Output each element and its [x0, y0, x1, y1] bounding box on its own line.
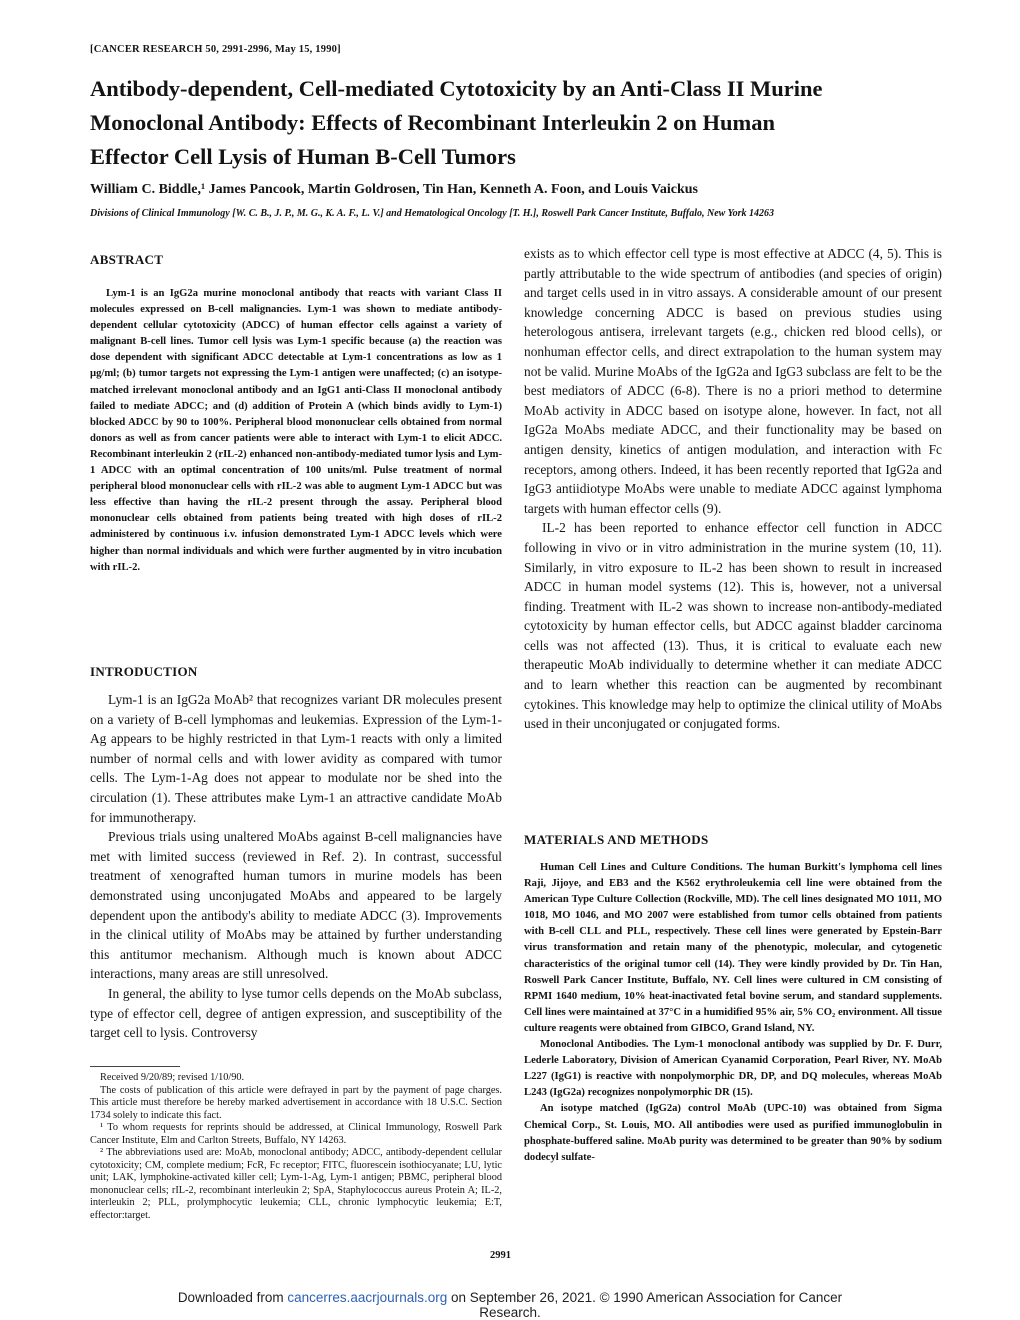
abstract-text: Lym-1 is an IgG2a murine monoclonal antibody that reacts with variant Class II molecules expressed on B-cell malignancies. Lym-1 was shown to mediate antibody-dependent cellular cytotoxicity (ADCC) of human effector cells against a variety of malignant B-cell lines. Tumor cell lysis was Lym-1 specific because (a) the reaction was dose dependent with significant ADCC detectable at Lym-1 concentrations as low as 1 µg/ml; (b) tumor targets not expressing the Lym-1 antigen were unaffected; (c) an isotype-matched irrelevant monoclonal antibody and an IgG1 anti-Class II monoclonal antibody failed to mediate ADCC; and (d) addition of Protein A (which binds avidly to Lym-1) blocked ADCC by 90 to 100%. Peripheral blood mononuclear cells obtained from normal donors as well as from cancer patients were able to interact with Lym-1 to elicit ADCC. Recombinant interleukin 2 (rIL-2) enhanced non-antibody-mediated tumor lysis and Lym-1 ADCC with an optimal concentration of 100 units/ml. Pulse treatment of normal peripheral blood mononuclear cells with rIL-2 was able to augment Lym-1 ADCC but was less effective than having the rIL-2 present through the assay. Peripheral blood mononuclear cells obtained from patients being treated with high doses of rIL-2 administered by continuous i.v. infusion demonstrated Lym-1 ADCC levels which were higher than normal individuals and which were further augmented by in vitro incubation with rIL-2.: [90, 288, 502, 573]
affiliation: Divisions of Clinical Immunology [W. C. B., J. P., M. G., K. A. F., L. V.] and Hematological Oncology [T. H.], Roswell Park Cancer Institute, Buffalo, New York 14263: [90, 208, 775, 219]
paragraph: IL-2 has been reported to enhance effector cell function in ADCC following in vivo or in vitro administration in the murine system (10, 11). Similarly, in vitro exposure to IL-2 has been shown to result in increased ADCC in human model systems (12). This is, however, not a universal finding. Treatment with IL-2 was shown to increase non-antibody-mediated cytotoxicity by human effector cells, but ADCC against bladder carcinoma cells was not affected (13). Thus, it is critical to evaluate each new therapeutic MoAb individually to determine whether it can mediate ADCC and to learn whether this reaction can be augmented by recombinant cytokines. This knowledge may help to optimize the clinical utility of MoAbs used in their unconjugated or conjugated forms.: [524, 520, 942, 732]
title-line: Antibody-dependent, Cell-mediated Cytotoxicity by an Anti-Class II Murine: [90, 76, 823, 101]
download-suffix: on September 26, 2021. © 1990 American Association for Cancer: [450, 1290, 843, 1305]
footnote: ² The abbreviations used are: MoAb, monoclonal antibody; ADCC, antibody-dependent cellular cytotoxicity; CM, complete medium; FcR, Fc receptor; FITC, fluorescein isothiocyanate; LU, lytic unit; LAK, lymphokine-activated killer cell; Lym-1-Ag, Lym-1 antigen; PBMC, peripheral blood mononuclear cells; rIL-2, recombinant interleukin 2; SpA, Staphylococcus aureus Protein A; IL-2, interleukin 2; PLL, prolymphocytic leukemia; CLL, chronic lymphocytic leukemia; E:T, effector:target.: [90, 1147, 502, 1221]
title-line: Monoclonal Antibody: Effects of Recombinant Interleukin 2 on Human: [90, 110, 776, 135]
paragraph: Lym-1 is an IgG2a MoAb² that recognizes variant DR molecules present on a variety of B-cell lymphomas and leukemias. Expression of the Lym-1-Ag appears to be highly restricted in that Lym-1 reacts with only a limited number of normal cells and with lower avidity as compared with tumor cells. The Lym-1-Ag does not appear to modulate nor be shed into the circulation (1). These attributes make Lym-1 an attractive candidate MoAb for immunotherapy.: [90, 692, 502, 825]
title-line: Effector Cell Lysis of Human B-Cell Tumors: [90, 144, 516, 169]
article-title: [90, 72, 940, 174]
paragraph: An isotype matched (IgG2a) control MoAb (UPC-10) was obtained from Sigma Chemical Corp., St. Louis, MO. All antibodies were used as purified immunoglobulin in phosphate-buffered saline. MoAb purity was determined to be greater than 90% by sodium dodecyl sulfate-: [524, 1103, 942, 1163]
journal-citation: [CANCER RESEARCH 50, 2991-2996, May 15, 1990]: [90, 44, 341, 55]
journal-link[interactable]: cancerres.aacrjournals.org: [287, 1290, 448, 1305]
introduction-heading: INTRODUCTION: [90, 664, 198, 679]
paragraph: In general, the ability to lyse tumor cells depends on the MoAb subclass, type of effector cell, degree of antigen expression, and susceptibility of the target cell to lysis. Controversy: [90, 985, 502, 1041]
author-list: William C. Biddle,¹ James Pancook, Martin Goldrosen, Tin Han, Kenneth A. Foon, and Louis Vaickus: [90, 182, 699, 197]
paragraph: Human Cell Lines and Culture Conditions. The human Burkitt's lymphoma cell lines Raji, Jijoye, and EB3 and the K562 erythroleukemia cell line were obtained from the American Type Culture Collection (Rockville, MD). The cell lines designated MO 1011, MO 1018, MO 1046, and MO 2007 were established from tumor cells obtained from patients with B-cell CLL and PLL, respectively. These cell lines were generated by Epstein-Barr virus transformation and retain many of the phenotypic, molecular, and cytogenetic characteristics of the original tumor cell (14). They were kindly provided by Dr. Tin Han, Roswell Park Cancer Institute, Buffalo, NY. Cell lines were cultured in CM consisting of RPMI 1640 medium, 10% heat-inactivated fetal bovine serum, and standard supplements. Cell lines were maintained at 37°C in a humidified 95% air, 5% CO₂ environment. All tissue culture reagents were obtained from GIBCO, Grand Island, NY.: [524, 862, 942, 1034]
introduction-body: [90, 690, 502, 1043]
paragraph: exists as to which effector cell type is most effective at ADCC (4, 5). This is partly attributable to the wide spectrum of antibodies (and species of origin) and target cells used in in vitro assays. A considerable amount of our present knowledge concerning ADCC is based on previous studies using heterologous antisera, irrelevant targets (e.g., chicken red blood cells), or nonhuman effector cells, and direct extrapolation to the human system may not be valid. Murine MoAbs of the IgG2a and IgG3 subclass are felt to be the best mediators of ADCC (6-8). There is no a priori method to determine MoAb activity in ADCC based on isotype alone, however. In fact, not all IgG2a MoAbs mediate ADCC, and their functionality may be based on antigen density, kinetics of antigen modulation, and interaction with Fc receptors, among others. Indeed, it has been recently reported that IgG2a and IgG3 antiidiotype MoAbs were unable to mediate ADCC against lymphoma targets with human effector cells (9).: [524, 246, 942, 516]
footnote-divider: [90, 1066, 180, 1067]
methods-body: [524, 860, 942, 1166]
paragraph: Monoclonal Antibodies. The Lym-1 monoclonal antibody was supplied by Dr. F. Durr, Lederle Laboratory, Division of American Cyanamid Corporation, Pearl River, NY. MoAb L227 (IgG1) is reactive with nonpolymorphic DR, DP, and DQ molecules, whereas MoAb L243 (IgG2a) recognizes nonpolymorphic DR (15).: [524, 1039, 942, 1099]
page-number: 2991: [490, 1250, 511, 1261]
right-column-body: [524, 244, 942, 734]
abstract-heading: ABSTRACT: [90, 252, 164, 267]
footnote: Received 9/20/89; revised 1/10/90.: [100, 1072, 245, 1083]
footnote: The costs of publication of this article were defrayed in part by the payment of page charges. This article must therefore be hereby marked advertisement in accordance with 18 U.S.C. Section 1734 solely to indicate this fact.: [90, 1084, 502, 1121]
paragraph: Previous trials using unaltered MoAbs against B-cell malignancies have met with limited success (reviewed in Ref. 2). In contrast, successful treatment of xenografted human tumors in murine models has been demonstrated using unconjugated MoAbs and appeared to be largely dependent upon the antibody's ability to mediate ADCC (3). Improvements in the clinical utility of MoAbs may be attained by further understanding this antitumor mechanism. Although much is known about ADCC interactions, many areas are still unresolved.: [90, 829, 502, 982]
methods-heading: MATERIALS AND METHODS: [524, 832, 709, 847]
abstract-body: [90, 286, 502, 576]
download-prefix: Downloaded from: [177, 1290, 284, 1305]
download-notice: [0, 1290, 1020, 1320]
footnote: ¹ To whom requests for reprints should be addressed, at Clinical Immunology, Roswell Park Cancer Institute, Elm and Carlton Streets, Buffalo, NY 14263.: [90, 1122, 502, 1146]
footnotes: [90, 1072, 502, 1222]
download-line2: Research.: [479, 1305, 541, 1320]
